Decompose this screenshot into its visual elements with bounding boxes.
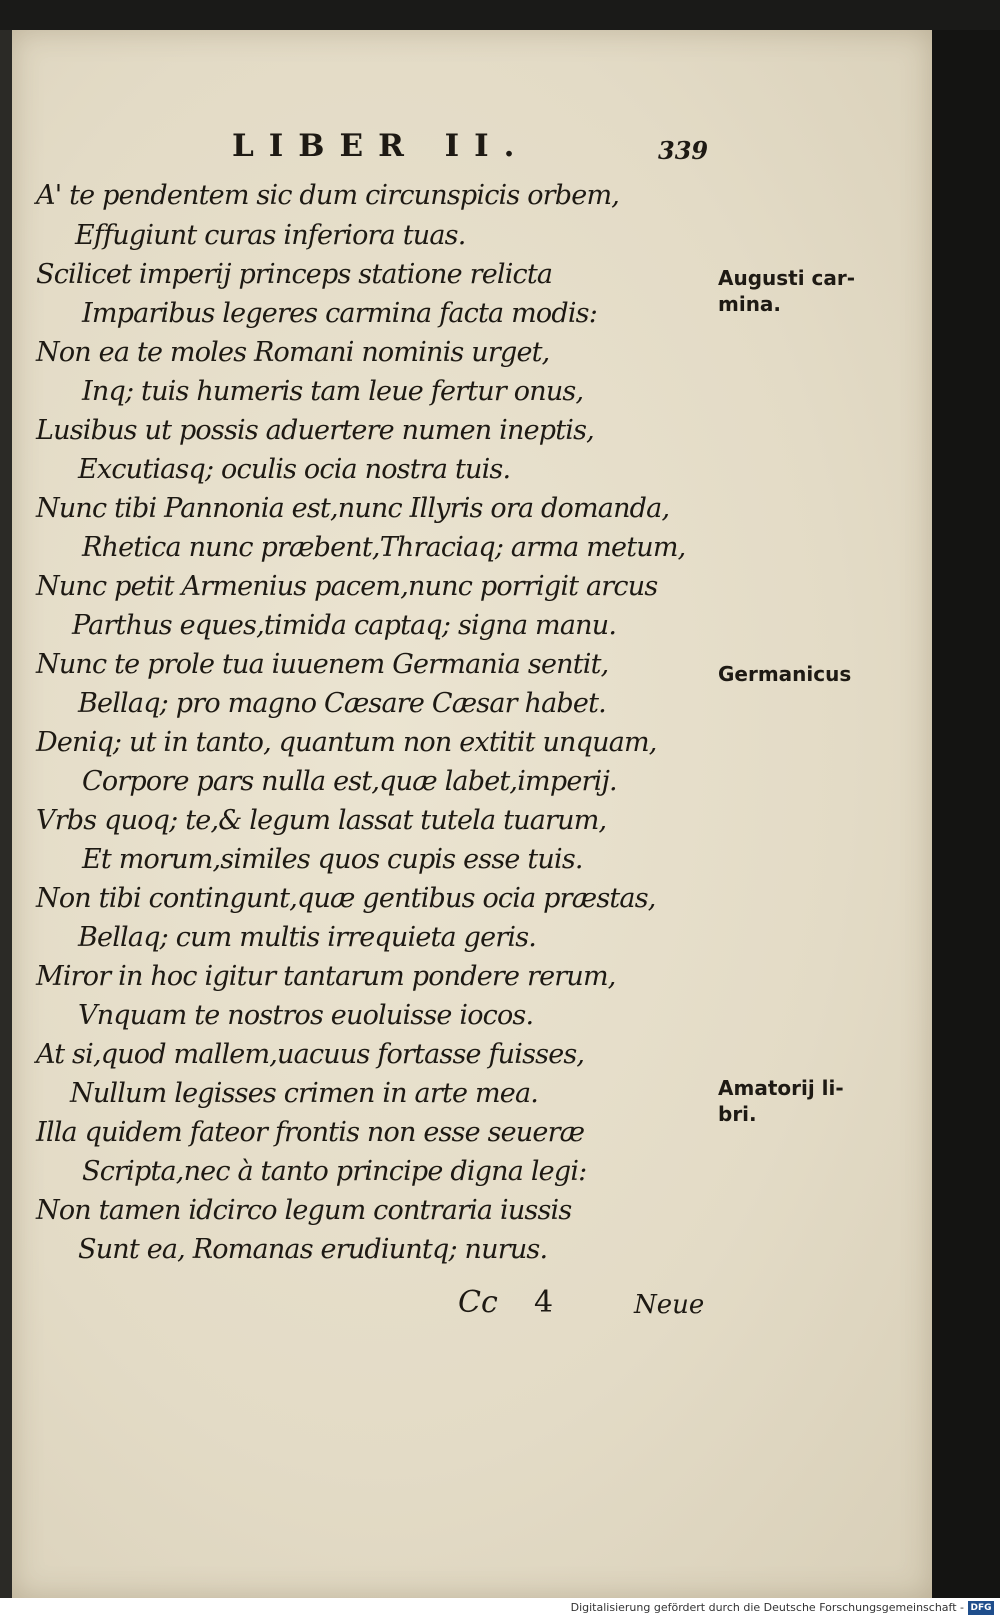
verse-line: Bellaq; cum multis irrequieta geris. xyxy=(78,922,537,953)
verse-line: Miror in hoc igitur tantarum pondere rerum, xyxy=(36,961,616,992)
verse-line: At si,quod mallem,uacuus fortasse fuisses, xyxy=(36,1039,585,1070)
verse-line: Sunt ea, Romanas erudiuntq; nurus. xyxy=(78,1234,548,1265)
verse-line: Nunc petit Armenius pacem,nunc porrigit arcus xyxy=(36,571,658,602)
dfg-logo: DFG xyxy=(968,1601,994,1615)
verse-line: Effugiunt curas inferiora tuas. xyxy=(75,220,466,251)
verse-line: Parthus eques,timida captaq; signa manu. xyxy=(72,610,617,641)
catchword: Neue xyxy=(634,1290,705,1320)
verse-line: Imparibus legeres carmina facta modis: xyxy=(82,298,598,329)
verse-line: Vnquam te nostros euoluisse iocos. xyxy=(78,1000,534,1031)
verse-line: Scripta,nec à tanto principe digna legi: xyxy=(82,1156,587,1187)
verse-line: Non tamen idcirco legum contraria iussis xyxy=(36,1195,572,1226)
marginal-note-line: Amatorij li- xyxy=(718,1076,844,1100)
verse-line: Inq; tuis humeris tam leue fertur onus, xyxy=(82,376,584,407)
marginal-note-line: bri. xyxy=(718,1102,757,1126)
signature-number: 4 xyxy=(534,1285,554,1320)
verse-line: Excutiasq; oculis ocia nostra tuis. xyxy=(78,454,511,485)
page-edge-shadow xyxy=(932,30,1000,1598)
verse-line: Illa quidem fateor frontis non esse seueræ xyxy=(36,1117,585,1148)
marginal-note xyxy=(718,265,855,317)
verse-line: Nullum legisses crimen in arte mea. xyxy=(70,1078,539,1109)
verse-line: Corpore pars nulla est,quæ labet,imperij. xyxy=(82,766,617,797)
verse-line: Scilicet imperij princeps statione relicta xyxy=(36,259,553,290)
verse-line: Non tibi contingunt,quæ gentibus ocia præstas, xyxy=(36,883,656,914)
verse-line: Vrbs quoq; te,& legum lassat tutela tuarum, xyxy=(36,805,607,836)
verse-line: Rhetica nunc præbent,Thraciaq; arma metum, xyxy=(82,532,686,563)
verse-line: Non ea te moles Romani nominis urget, xyxy=(36,337,550,368)
verse-line: Bellaq; pro magno Cæsare Cæsar habet. xyxy=(78,688,606,719)
page-number: 339 xyxy=(658,136,709,165)
signature-mark: Cc xyxy=(458,1285,498,1320)
marginal-note-line: mina. xyxy=(718,292,782,316)
marginal-note-line: Augusti car- xyxy=(718,266,856,290)
verse-line: Nunc tibi Pannonia est,nunc Illyris ora domanda, xyxy=(36,493,670,524)
verse-line: A' te pendentem sic dum circunspicis orbem, xyxy=(36,180,620,211)
marginal-note-line: Germanicus xyxy=(718,662,852,686)
verse-line: Lusibus ut possis aduertere numen ineptis, xyxy=(36,415,594,446)
funding-credit: Digitalisierung gefördert durch die Deutsche Forschungsgemeinschaft - xyxy=(570,1601,964,1614)
verse-line: Deniq; ut in tanto, quantum non extitit unquam, xyxy=(36,727,657,758)
marginal-note xyxy=(718,661,851,687)
verse-line: Et morum,similes quos cupis esse tuis. xyxy=(82,844,583,875)
verse-line: Nunc te prole tua iuuenem Germania sentit, xyxy=(36,649,609,680)
running-head-title: LIBER II. xyxy=(232,128,530,164)
marginal-note xyxy=(718,1075,844,1127)
